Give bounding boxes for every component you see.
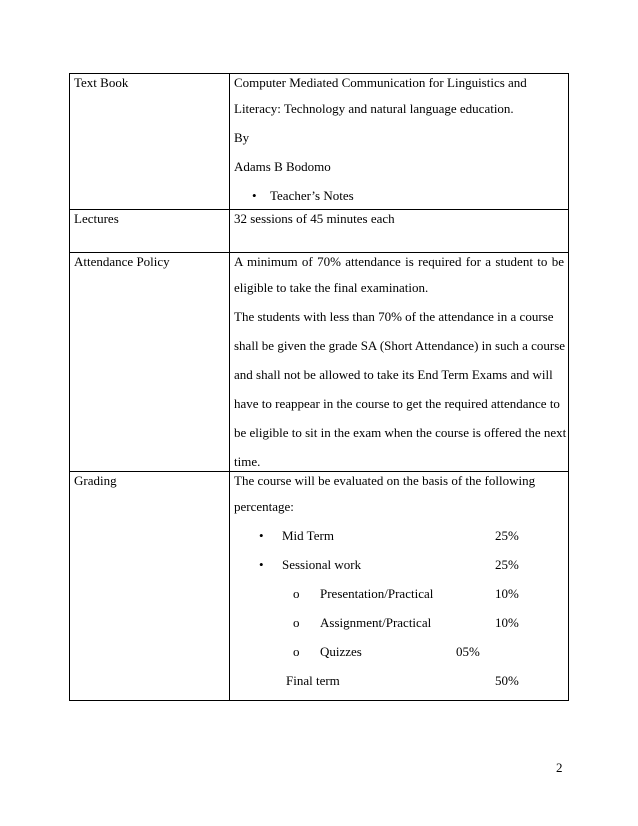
attendance-line: have to reappear in the course to get the required attendance to <box>234 396 560 411</box>
final-pct: 50% <box>495 673 519 688</box>
grading-item-sessional <box>234 556 564 585</box>
textbook-row <box>70 74 569 210</box>
attendance-line: be eligible to sit in the exam when the course is offered the next <box>234 425 567 440</box>
bullet-icon: • <box>259 557 264 572</box>
final-name: Final term <box>286 673 340 688</box>
page-number: 2 <box>556 760 563 775</box>
lectures-label-cell <box>70 210 230 253</box>
textbook-label-cell <box>70 74 230 210</box>
grading-subitem-quizzes <box>234 643 564 672</box>
bullet-icon: • <box>259 528 264 543</box>
attendance-row <box>70 253 569 472</box>
attendance-line: time. <box>234 454 261 469</box>
attendance-label: Attendance Policy <box>74 254 170 269</box>
lectures-label: Lectures <box>74 211 119 226</box>
presentation-pct: 10% <box>495 586 519 601</box>
bullet-icon: • <box>252 188 257 203</box>
textbook-label: Text Book <box>74 75 129 90</box>
presentation-name: Presentation/Practical <box>320 586 434 601</box>
textbook-author: Adams B Bodomo <box>234 159 331 174</box>
grading-item-midterm <box>234 527 564 556</box>
hollow-bullet-icon: o <box>293 615 300 630</box>
hollow-bullet-icon: o <box>293 644 300 659</box>
course-info-table <box>69 73 569 701</box>
lectures-value-cell <box>230 210 569 253</box>
midterm-pct: 25% <box>495 528 519 543</box>
grading-intro-line-1: The course will be evaluated on the basis of the following <box>234 473 536 488</box>
textbook-title-line-2: Literacy: Technology and natural language education. <box>234 101 514 116</box>
assignment-pct: 10% <box>495 615 519 630</box>
grading-subitem-assignment <box>234 614 564 643</box>
attendance-value-cell <box>230 253 569 472</box>
attendance-line: The students with less than 70% of the attendance in a course <box>234 309 554 324</box>
lectures-row <box>70 210 569 253</box>
textbook-value-cell <box>230 74 569 210</box>
grading-row <box>70 472 569 701</box>
attendance-label-cell <box>70 253 230 472</box>
textbook-by: By <box>234 130 250 145</box>
attendance-line: A minimum of 70% attendance is required for a student to be <box>234 254 564 269</box>
sessional-pct: 25% <box>495 557 519 572</box>
grading-label: Grading <box>74 473 117 488</box>
grading-subitem-presentation <box>234 585 564 614</box>
sessional-name: Sessional work <box>282 557 362 572</box>
attendance-line: shall be given the grade SA (Short Attendance) in such a course <box>234 338 566 353</box>
grading-intro-line-2: percentage: <box>234 499 294 514</box>
attendance-line: and shall not be allowed to take its End Term Exams and will <box>234 367 553 382</box>
textbook-title-line-1: Computer Mediated Communication for Linguistics and <box>234 75 527 90</box>
grading-value-cell <box>230 472 569 701</box>
hollow-bullet-icon: o <box>293 586 300 601</box>
grading-label-cell <box>70 472 230 701</box>
assignment-name: Assignment/Practical <box>320 615 432 630</box>
quizzes-name: Quizzes <box>320 644 362 659</box>
lectures-text: 32 sessions of 45 minutes each <box>234 211 395 226</box>
attendance-line: eligible to take the final examination. <box>234 280 429 295</box>
quizzes-pct: 05% <box>456 644 480 659</box>
teachers-notes: Teacher’s Notes <box>270 188 354 203</box>
midterm-name: Mid Term <box>282 528 334 543</box>
